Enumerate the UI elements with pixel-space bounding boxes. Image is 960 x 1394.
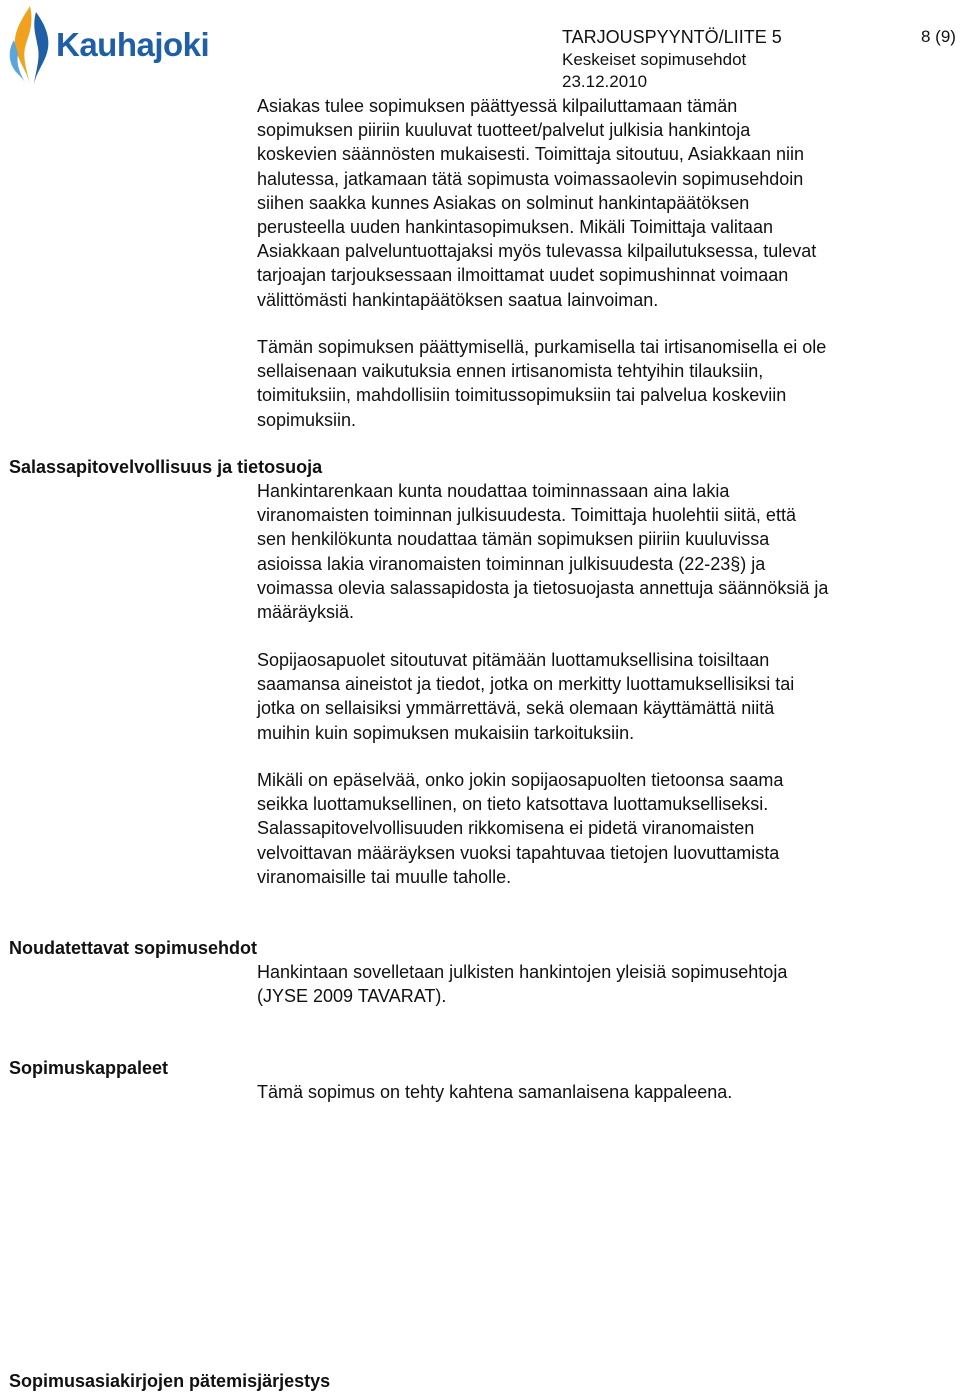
text-line: Tämän sopimuksen päättymisellä, purkamisella tai irtisanomisella ei ole <box>257 337 827 357</box>
paragraph-confidential-material <box>257 648 937 745</box>
text-line: sen henkilökunta noudattaa tämän sopimuksen piiriin kuuluvissa <box>257 529 770 550</box>
text-line: muihin kuin sopimuksen mukaisiin tarkoituksiin. <box>257 722 635 743</box>
text-line: (JYSE 2009 TAVARAT). <box>257 986 447 1007</box>
text-line: saamansa aineistot ja tiedot, jotka on merkitty luottamuksellisiksi tai <box>257 674 795 695</box>
text-line: Salassapitovelvollisuuden rikkomisena ei pidetä viranomaisten <box>257 818 755 839</box>
text-line: Mikäli on epäselvää, onko jokin sopijaosapuolten tietoonsa saama <box>257 770 784 790</box>
text-line: määräyksiä. <box>257 602 355 623</box>
text-line: perusteella uuden hankintasopimuksen. Mikäli Toimittaja valitaan <box>257 217 773 238</box>
document-subtitle: Keskeiset sopimusehdot <box>562 50 747 69</box>
text-line: koskevien säännösten mukaisesti. Toimittaja sitoutuu, Asiakkaan niin <box>257 144 804 165</box>
text-line: Hankintaan sovelletaan julkisten hankintojen yleisiä sopimusehtoja <box>257 962 788 982</box>
text-line: voimassa olevia salassapidosta ja tietosuojasta annettuja säännöksiä ja <box>257 577 829 598</box>
document-date: 23.12.2010 <box>562 72 648 91</box>
text-line: tarjoajan tarjouksessaan ilmoittamat uudet sopimushinnat voimaan <box>257 265 789 286</box>
text-line: Asiakkaan palveluntuottajaksi myös tulevassa kilpailutuksessa, tulevat <box>257 241 817 262</box>
heading-document-precedence: Sopimusasiakirjojen pätemisjärjestys <box>9 1371 331 1391</box>
paragraph-jyse <box>257 960 937 1008</box>
text-line: Asiakas tulee sopimuksen päättyessä kilpailuttamaan tämän <box>257 96 738 116</box>
text-line: Sopijaosapuolet sitoutuvat pitämään luottamuksellisina toisiltaan <box>257 650 770 670</box>
text-line: jotka on sellaisiksi ymmärrettävä, sekä olemaan käyttämättä niitä <box>257 698 775 719</box>
text-line: halutessa, jatkamaan tätä sopimusta voimassaolevin sopimusehdoin <box>257 168 804 189</box>
heading-confidentiality: Salassapitovelvollisuus ja tietosuoja <box>9 457 323 477</box>
text-line: sopimuksiin. <box>257 409 357 430</box>
text-line: asioissa lakia viranomaisten toiminnan julkisuudesta (22-23§) ja <box>257 553 766 574</box>
paragraph-contract-end <box>257 94 937 312</box>
document-title: TARJOUSPYYNTÖ/LIITE 5 <box>562 27 782 47</box>
text-line: sellaisenaan vaikutuksia ennen irtisanomista tehtyihin tilauksiin, <box>257 361 764 382</box>
text-line: viranomaisten toiminnan julkisuudesta. Toimittaja huolehtii siitä, että <box>257 505 796 526</box>
kauhajoki-logo <box>6 4 242 86</box>
logo-wordmark: Kauhajoki <box>56 26 210 63</box>
text-line: siihen saakka kunnes Asiakas on solminut hankintapäätöksen <box>257 192 750 213</box>
heading-applicable-terms: Noudatettavat sopimusehdot <box>9 938 258 958</box>
text-line: Hankintarenkaan kunta noudattaa toiminnassaan aina lakia <box>257 481 730 501</box>
heading-contract-copies: Sopimuskappaleet <box>9 1058 169 1078</box>
flame-icon <box>6 4 58 86</box>
paragraph-publicity-law <box>257 479 937 624</box>
paragraph-termination <box>257 335 937 432</box>
text-line: toimituksiin, mahdollisiin toimitussopimuksiin tai palvelua koskeviin <box>257 385 787 406</box>
text-line: sopimuksen piiriin kuuluvat tuotteet/palvelut julkisia hankintoja <box>257 120 751 141</box>
text-line: viranomaisille tai muulle taholle. <box>257 866 512 887</box>
text-line: Tämä sopimus on tehty kahtena samanlaisena kappaleena. <box>257 1082 733 1102</box>
text-line: velvoittavan määräyksen vuoksi tapahtuvaa tietojen luovuttamista <box>257 842 780 863</box>
page-number: 8 (9) <box>921 27 956 46</box>
paragraph-copies <box>257 1080 937 1104</box>
paragraph-unclear-cases <box>257 768 937 889</box>
text-line: seikka luottamuksellinen, on tieto katsottava luottamukselliseksi. <box>257 794 769 815</box>
text-line: välittömästi hankintapäätöksen saatua lainvoiman. <box>257 289 659 310</box>
